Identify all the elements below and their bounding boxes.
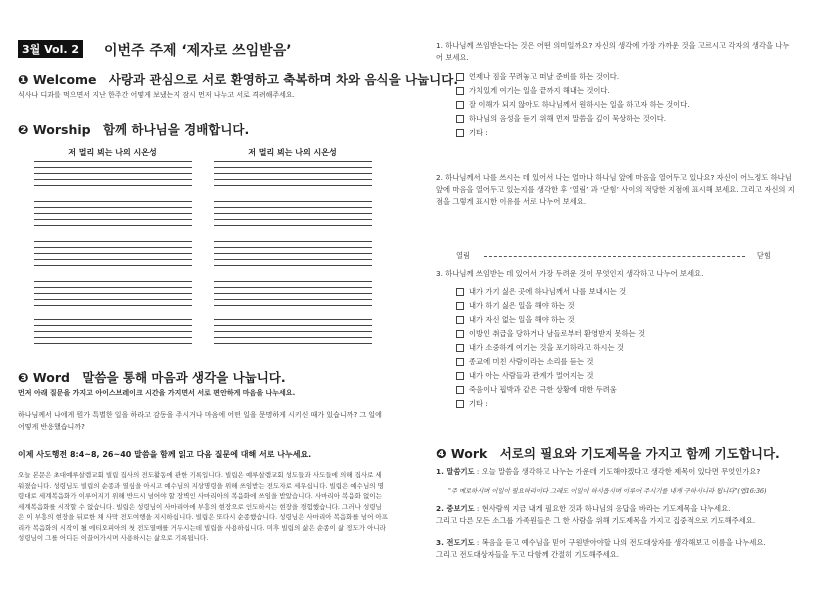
music-staff-icon	[34, 201, 192, 231]
prayer-evangelism	[436, 537, 796, 561]
scale-line[interactable]	[484, 256, 745, 257]
welcome-label: ❶ Welcome	[18, 72, 97, 87]
checkbox-icon[interactable]	[456, 358, 464, 366]
word-intro: 먼저 아래 질문을 가지고 아이스브레이크 시간을 가지면서 서로 편안하게 마음을 나누세요.	[18, 389, 296, 397]
word-desc: 말씀을 통해 마음과 생각을 나눕니다.	[82, 370, 286, 385]
music-staff-icon	[214, 201, 372, 231]
q1-option[interactable]: 하나님의 음성을 듣기 위해 먼저 말씀을 깊이 묵상하는 것이다.	[456, 114, 666, 124]
music-staff-icon	[34, 161, 192, 191]
checkbox-icon[interactable]	[456, 302, 464, 310]
prayer-evangelism-label: 3. 전도기도	[436, 538, 475, 547]
worship-desc: 함께 하나님을 경배합니다.	[102, 122, 250, 137]
word-label: ❸ Word	[18, 370, 70, 385]
q3-option[interactable]: 내가 가기 싫은 곳에 하나님께서 나를 보내시는 것	[456, 287, 626, 297]
handwritten-note: "주 예로하시며 이일이 필요하리이다 그래도 이일이 하시옵시며 이루어 주시기를 내게 구하시니라 됩니다"(엡16:36)	[448, 488, 767, 495]
prayer-word-label: 1. 말씀기도	[436, 467, 475, 476]
word-heading	[18, 368, 286, 386]
music-staff-icon	[34, 281, 192, 311]
welcome-desc: 사랑과 관심으로 서로 환영하고 축복하며 차와 음식을 나눕니다.	[108, 72, 459, 87]
checkbox-icon[interactable]	[456, 386, 464, 394]
checkbox-icon[interactable]	[456, 288, 464, 296]
worship-label: ❷ Worship	[18, 122, 91, 137]
hymn-sheet-1	[30, 143, 195, 353]
q1-option[interactable]: 가치있게 여기는 일을 끝까지 해내는 것이다.	[456, 86, 610, 96]
music-staff-icon	[214, 161, 372, 191]
q1-option[interactable]: 기타 :	[456, 128, 488, 138]
music-staff-icon	[214, 281, 372, 311]
checkbox-icon[interactable]	[456, 115, 464, 123]
q3-option[interactable]: 죽음이나 핍박과 같은 극한 상황에 대한 두려움	[456, 385, 617, 395]
work-heading	[436, 444, 780, 462]
checkbox-icon[interactable]	[456, 372, 464, 380]
prayer-evangelism-text: : 복음을 듣고 예수님을 믿어 구원받아야할 나의 전도대상자를 생각해보고 이름을 나누세요.	[476, 538, 766, 547]
q3-option[interactable]: 내가 아는 사람들과 관계가 멀어지는 것	[456, 371, 593, 381]
q3-option[interactable]: 종교에 미친 사람이라는 소리를 듣는 것	[456, 357, 593, 367]
checkbox-icon[interactable]	[456, 344, 464, 352]
welcome-heading	[18, 70, 458, 88]
question-2: 2. 하나님께서 나를 쓰시는 데 있어서 나는 얼마나 하나님 앞에 마음을 열어두고 있나요? 자신이 어느정도 하나님 앞에 마음을 열어두고 있는지를 생각한 후 ‘열림’ 과 ‘닫힘’ 사이의 적당한 지점에 표시해 보세요. 그리고 자신의 지점을 그렇게 표시한 이유를 서로 나누어 보세요.	[436, 173, 795, 206]
hymn-title-1: 저 멀리 뵈는 나의 시온성	[68, 147, 157, 157]
question-3: 3. 하나님께 쓰임받는 데 있어서 가장 두려운 것이 무엇인지 생각하고 나누어 보세요.	[436, 269, 704, 278]
welcome-body: 식사나 디과를 먹으면서 지난 한주간 어떻게 보냈는지 잠시 먼저 나누고 서로 격려해주세요.	[18, 91, 295, 99]
checkbox-icon[interactable]	[456, 316, 464, 324]
scale-closed-label: 닫힘	[756, 251, 771, 260]
prayer-intercession-text: : 현사람씩 지금 내게 필요한 것과 하나님의 응답을 바라는 기도제목을 나누세요.	[476, 504, 731, 513]
issue-badge: 3월 Vol. 2	[18, 40, 83, 58]
prayer-intercession-label: 2. 중보기도	[436, 504, 475, 513]
checkbox-icon[interactable]	[456, 101, 464, 109]
q1-option[interactable]: 잘 이해가 되지 않아도 하나님께서 원하시는 일을 하고자 하는 것이다.	[456, 100, 690, 110]
scale-open-label: 열림	[456, 251, 471, 260]
hymn-sheet-2	[210, 143, 375, 353]
music-staff-icon	[34, 241, 192, 271]
hymn-sheets	[30, 143, 370, 353]
q3-option[interactable]: 내가 자신 없는 일을 해야 하는 것	[456, 315, 575, 325]
q3-option[interactable]: 내가 소중하게 여기는 것을 포기하라고 하시는 것	[456, 343, 624, 353]
checkbox-icon[interactable]	[456, 129, 464, 137]
q1-option[interactable]: 언제나 짐을 꾸려놓고 떠날 준비를 하는 것이다.	[456, 72, 619, 82]
checkbox-icon[interactable]	[456, 73, 464, 81]
music-staff-icon	[34, 319, 192, 349]
checkbox-icon[interactable]	[456, 400, 464, 408]
work-label: ❹ Work	[436, 446, 488, 461]
q3-option[interactable]: 이방인 취급을 당하거나 남들로부터 환영받지 못하는 것	[456, 329, 645, 339]
prayer-word-text: : 오늘 말씀을 생각하고 나누는 가운데 기도해야겠다고 생각한 제목이 있다면 무엇인가요?	[476, 467, 761, 476]
prayer-evangelism-text-2: 그리고 전도대상자들을 두고 다함께 간절히 기도해주세요.	[436, 550, 620, 559]
worship-heading	[18, 120, 249, 138]
passage-commentary: 오늘 본문은 초대예루살렘교회 빌립 집사의 전도활동에 관한 기록입니다. 빌립은 예루살렘교회 성도들과 사도들에 의해 집사로 세워졌습니다. 성령님도 빌립의 순종과 열심을 아시고 예수님의 지상명령을 위해 쓰임받는 전도자로 세우십니다. 빌립은 예수님의 명령대로 세계복음화가 이루어지기 위해 반드시 넘어야 할 장벽인 사마리아의 복음화에 쓰임을 받았습니다. 사마리아 복음화 없이는 세계복음화를 시작할 수 없습니다. 빌립은 성령님이 사마리아에 부흥의 현장으로 인도하시는 현장을 경험했습니다. 그러나 성령님은 이 부흥의 현장을 뒤로한 채 사막 전도여행을 지시하십니다. 빌립은 또다시 순종했습니다. 성령님은 사마리아 복음화를 넘어 아프리카 복음화의 시작이 될 에티오피아의 첫 전도열매를 거두시는데 빌립을 사용하십니다. 미후 빌립의 삶은 순종이 삶 정도가 아니라 성령님이 그를 어디든 이끌어가시며 사용하시는 삶으로 기록됩니다.	[18, 471, 388, 542]
passage-instruction: 이제 사도행전 8:4~8, 26~40 말씀을 함께 읽고 다음 질문에 대해 서로 나누세요.	[18, 450, 312, 459]
q3-option[interactable]: 내가 하기 싫은 일을 해야 하는 것	[456, 301, 575, 311]
page-title: 이번주 주제 ‘제자로 쓰임받음’	[104, 43, 292, 59]
icebreak-question: 하나님께서 나에게 뭔가 특별한 일을 하라고 감동을 주시거나 마음에 어떤 일을 문명하게 시키신 때가 있습니까? 그 일에 어떻게 반응했습니까?	[18, 411, 382, 431]
hymn-title-2: 저 멀리 뵈는 나의 시온성	[248, 147, 337, 157]
prayer-intercession	[436, 503, 796, 527]
prayer-intercession-text-2: 그리고 다른 모든 소그룹 가족원들은 그 한 사람을 위해 기도제목을 가지고 집중적으로 기도해주세요.	[436, 516, 756, 525]
q3-option[interactable]: 기타 :	[456, 399, 488, 409]
question-1: 1. 하나님께 쓰임받는다는 것은 어떤 의미일까요? 자신의 생각에 가장 가까운 것을 고르시고 각자의 생각을 나누어 보세요.	[436, 41, 790, 62]
checkbox-icon[interactable]	[456, 330, 464, 338]
checkbox-icon[interactable]	[456, 87, 464, 95]
prayer-word	[436, 466, 796, 478]
music-staff-icon	[214, 319, 372, 349]
music-staff-icon	[214, 241, 372, 271]
work-desc: 서로의 필요와 기도제목을 가지고 함께 기도합니다.	[499, 446, 780, 461]
